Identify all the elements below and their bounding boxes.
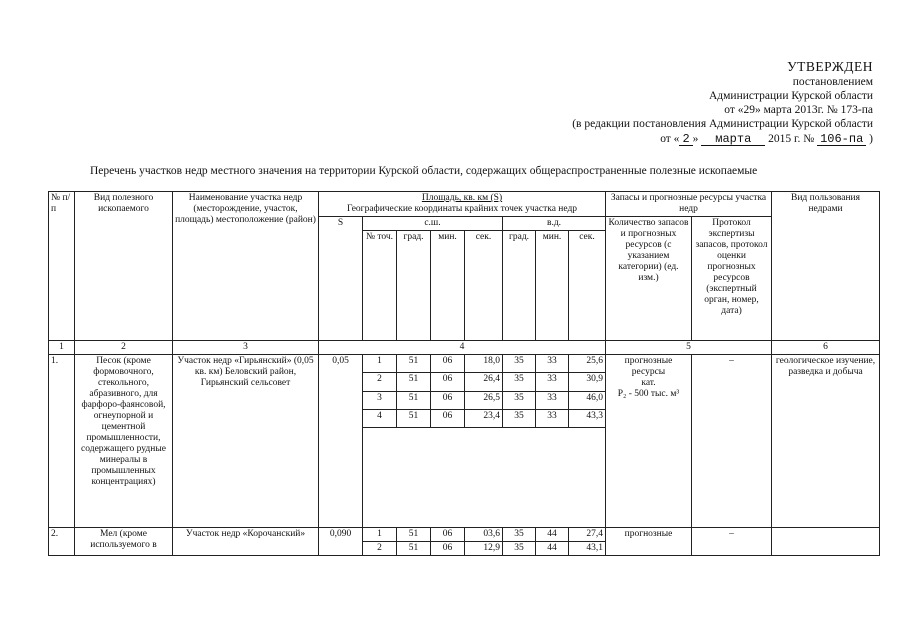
approved-heading: УТВЕРЖДЕН bbox=[787, 59, 873, 74]
col-header-lon-min: мин. bbox=[536, 231, 569, 341]
approval-by: постановлением bbox=[792, 76, 873, 88]
row-use-type bbox=[772, 528, 880, 556]
pt-lat-sec: 03,6 bbox=[465, 528, 503, 542]
col-header-lat-deg: град. bbox=[397, 231, 431, 341]
amendment-line bbox=[660, 132, 873, 146]
col-header-area bbox=[319, 192, 606, 217]
column-number-row bbox=[49, 341, 880, 355]
coords-filler bbox=[363, 428, 606, 528]
row-mineral-type: Мел (кроме используемого в bbox=[75, 528, 173, 556]
subsoil-plots-table bbox=[48, 191, 880, 556]
pt-lat-deg: 51 bbox=[397, 373, 431, 391]
pt-lat-sec: 12,9 bbox=[465, 542, 503, 556]
pt-lon-sec: 46,0 bbox=[569, 391, 606, 409]
qty-category: кат. bbox=[641, 378, 656, 388]
qty-value: P₂ - 500 тыс. м³ bbox=[617, 389, 680, 399]
amend-day: 2 bbox=[679, 133, 692, 146]
col-header-num: № п/п bbox=[49, 192, 75, 341]
amend-prefix: от « bbox=[660, 133, 680, 145]
pt-num: 1 bbox=[363, 528, 397, 542]
col-num-2: 2 bbox=[75, 341, 173, 355]
col-header-lat-sec: сек. bbox=[465, 231, 503, 341]
pt-lat-sec: 18,0 bbox=[465, 355, 503, 373]
pt-lat-min: 06 bbox=[431, 528, 465, 542]
pt-num: 2 bbox=[363, 542, 397, 556]
pt-lon-deg: 35 bbox=[503, 355, 536, 373]
pt-lon-min: 44 bbox=[536, 528, 569, 542]
pt-lon-sec: 43,3 bbox=[569, 409, 606, 427]
qty-kind: прогнозные ресурсы bbox=[624, 356, 673, 377]
col-header-use: Вид пользования недрами bbox=[772, 192, 880, 341]
row-num: 1. bbox=[49, 355, 75, 528]
row-num: 2. bbox=[49, 528, 75, 556]
col-header-lat-min: мин. bbox=[431, 231, 465, 341]
pt-lon-min: 33 bbox=[536, 409, 569, 427]
col-header-protocol: Протокол экспертизы запасов, протокол оценки прогнозных ресурсов (экспертный орган, номер, дата) bbox=[692, 217, 772, 341]
pt-num: 4 bbox=[363, 409, 397, 427]
pt-num: 1 bbox=[363, 355, 397, 373]
pt-lon-min: 33 bbox=[536, 391, 569, 409]
col-header-lon-sec: сек. bbox=[569, 231, 606, 341]
pt-lon-min: 33 bbox=[536, 355, 569, 373]
pt-lat-deg: 51 bbox=[397, 355, 431, 373]
row-protocol: – bbox=[692, 355, 772, 528]
area-title: Площадь, кв. км (S) bbox=[421, 193, 503, 203]
pt-lon-deg: 35 bbox=[503, 373, 536, 391]
pt-lon-deg: 35 bbox=[503, 391, 536, 409]
col-num-6: 6 bbox=[772, 341, 880, 355]
pt-lat-sec: 26,4 bbox=[465, 373, 503, 391]
pt-lon-min: 44 bbox=[536, 542, 569, 556]
col-header-point: № точ. bbox=[363, 231, 397, 341]
col-num-1: 1 bbox=[49, 341, 75, 355]
pt-lat-deg: 51 bbox=[397, 391, 431, 409]
row-plot-name: Участок недр «Гирьянский» (0,05 кв. км) Беловский район, Гирьянский сельсовет bbox=[173, 355, 319, 528]
col-header-lat: с.ш. bbox=[363, 217, 503, 231]
row-area: 0,05 bbox=[319, 355, 363, 528]
row-plot-name: Участок недр «Корочанский» bbox=[173, 528, 319, 556]
amend-number: 106-па bbox=[817, 133, 866, 146]
row-mineral-type: Песок (кроме формовочного, стекольного, абразивного, для фарфоро-фаянсовой, огнеупорной и цементной промышленности, содержащего рудные минералы в промышленных концентрациях) bbox=[75, 355, 173, 528]
col-header-s: S bbox=[319, 217, 363, 341]
pt-lat-min: 06 bbox=[431, 373, 465, 391]
row-quantity: прогнозные bbox=[606, 528, 692, 556]
pt-lon-sec: 30,9 bbox=[569, 373, 606, 391]
row-quantity bbox=[606, 355, 692, 528]
col-num-3: 3 bbox=[173, 341, 319, 355]
col-header-name: Наименование участка недр (месторождение, участок, площадь) местоположение (район) bbox=[173, 192, 319, 341]
table-row bbox=[49, 528, 880, 542]
pt-lat-sec: 26,5 bbox=[465, 391, 503, 409]
col-header-qty: Количество запасов и прогнозных ресурсов (с указанием категории) (ед. изм.) bbox=[606, 217, 692, 341]
pt-lon-sec: 25,6 bbox=[569, 355, 606, 373]
approval-date-line: от «29» марта 2013г. № 173-па bbox=[724, 104, 873, 116]
table-row bbox=[49, 355, 880, 373]
pt-lon-deg: 35 bbox=[503, 542, 536, 556]
pt-lon-sec: 27,4 bbox=[569, 528, 606, 542]
pt-num: 3 bbox=[363, 391, 397, 409]
pt-lat-min: 06 bbox=[431, 409, 465, 427]
row-area: 0,090 bbox=[319, 528, 363, 556]
approval-stamp bbox=[787, 60, 873, 74]
pt-lat-sec: 23,4 bbox=[465, 409, 503, 427]
col-header-type: Вид полезного ископаемого bbox=[75, 192, 173, 341]
pt-lat-min: 06 bbox=[431, 391, 465, 409]
pt-lat-deg: 51 bbox=[397, 528, 431, 542]
geo-title: Географические координаты крайних точек участка недр bbox=[346, 204, 578, 214]
col-num-4: 4 bbox=[319, 341, 606, 355]
row-protocol: – bbox=[692, 528, 772, 556]
approval-authority: Администрации Курской области bbox=[709, 90, 873, 102]
edition-line: (в редакции постановления Администрации Курской области bbox=[572, 118, 873, 130]
pt-lon-sec: 43,1 bbox=[569, 542, 606, 556]
amend-mid: » bbox=[692, 133, 699, 145]
pt-lat-deg: 51 bbox=[397, 409, 431, 427]
col-header-reserves: Запасы и прогнозные ресурсы участка недр bbox=[606, 192, 772, 217]
pt-lat-deg: 51 bbox=[397, 542, 431, 556]
header-row-1 bbox=[49, 192, 880, 217]
pt-lon-deg: 35 bbox=[503, 409, 536, 427]
pt-lon-deg: 35 bbox=[503, 528, 536, 542]
amend-year: 2015 г. № bbox=[768, 133, 815, 145]
pt-lon-min: 33 bbox=[536, 373, 569, 391]
pt-num: 2 bbox=[363, 373, 397, 391]
pt-lat-min: 06 bbox=[431, 355, 465, 373]
row-use-type: геологическое изучение, разведка и добыча bbox=[772, 355, 880, 528]
col-header-lon-deg: град. bbox=[503, 231, 536, 341]
col-num-5: 5 bbox=[606, 341, 772, 355]
amend-month: марта bbox=[701, 133, 765, 146]
col-header-lon: в.д. bbox=[503, 217, 606, 231]
amend-close: ) bbox=[869, 133, 873, 145]
page-title: Перечень участков недр местного значения на территории Курской области, содержащих общераспространенные полезные ископаемые bbox=[90, 165, 758, 177]
pt-lat-min: 06 bbox=[431, 542, 465, 556]
